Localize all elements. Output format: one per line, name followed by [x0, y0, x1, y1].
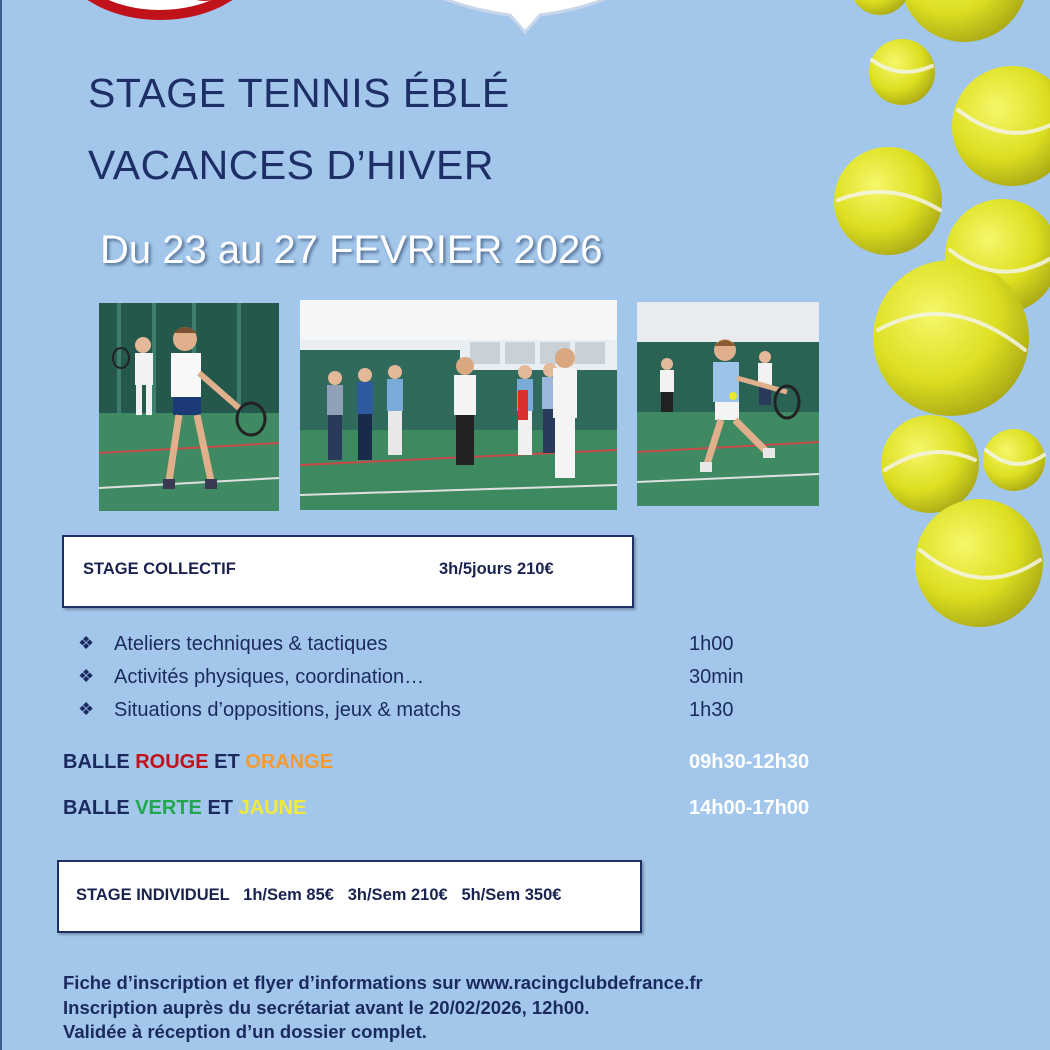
balle-et: ET [201, 797, 239, 819]
tennis-photo-group-coach [300, 300, 617, 510]
title-line-2: VACANCES D’HIVER [88, 142, 494, 188]
footer-line-deadline: Inscription auprès du secrétariat avant le 20/02/2026, 12h00. [63, 997, 590, 1018]
balle-verte-jaune-label [63, 797, 306, 820]
diamond-bullet-icon: ❖ [78, 633, 95, 653]
club-logo-red [60, 0, 260, 20]
balle-color-orange: ORANGE [245, 751, 334, 773]
balle-rouge-orange-hours: 09h30-12h30 [689, 751, 810, 773]
stage-individuel-label: STAGE INDIVIDUEL 1h/Sem 85€ 3h/Sem 210€ 5h/Sem 350€ [76, 886, 562, 904]
balle-color-verte: VERTE [135, 797, 202, 819]
footer-line-validation: Validée à réception d’un dossier complet. [63, 1021, 427, 1042]
stage-collectif-label: STAGE COLLECTIF [83, 560, 236, 578]
club-logo-shield [430, 0, 620, 35]
stage-collectif-price: 3h/5jours 210€ [439, 560, 554, 578]
activity-duration: 1h00 [689, 633, 734, 655]
balle-et: ET [208, 751, 246, 773]
activity-label: Activités physiques, coordination… [114, 666, 425, 688]
balle-color-rouge: ROUGE [135, 751, 209, 773]
stage-individuel-box [57, 860, 642, 933]
diamond-bullet-icon: ❖ [78, 699, 95, 719]
activity-duration: 30min [689, 666, 744, 688]
balle-color-jaune: JAUNE [238, 797, 307, 819]
balle-verte-jaune-hours: 14h00-17h00 [689, 797, 810, 819]
diamond-bullet-icon: ❖ [78, 666, 95, 686]
activity-label: Ateliers techniques & tactiques [114, 633, 388, 655]
stage-collectif-box [62, 535, 634, 608]
tennis-photo-boy-backhand [99, 303, 279, 511]
tennis-photo-boy-forehand [637, 302, 819, 506]
balle-prefix: BALLE [63, 797, 136, 819]
footer-line-inscription-info: Fiche d’inscription et flyer d’informations sur www.racingclubdefrance.fr [63, 972, 703, 993]
activity-duration: 1h30 [689, 699, 734, 721]
balle-rouge-orange-label [63, 751, 333, 774]
activity-label: Situations d’oppositions, jeux & matchs [114, 699, 461, 721]
balle-prefix: BALLE [63, 751, 136, 773]
stage-dates: Du 23 au 27 FEVRIER 2026 [100, 228, 603, 272]
page-edge-line [0, 0, 2, 1050]
tennis-ball-icon [834, 0, 1050, 627]
title-line-1: STAGE TENNIS ÉBLÉ [88, 70, 510, 116]
